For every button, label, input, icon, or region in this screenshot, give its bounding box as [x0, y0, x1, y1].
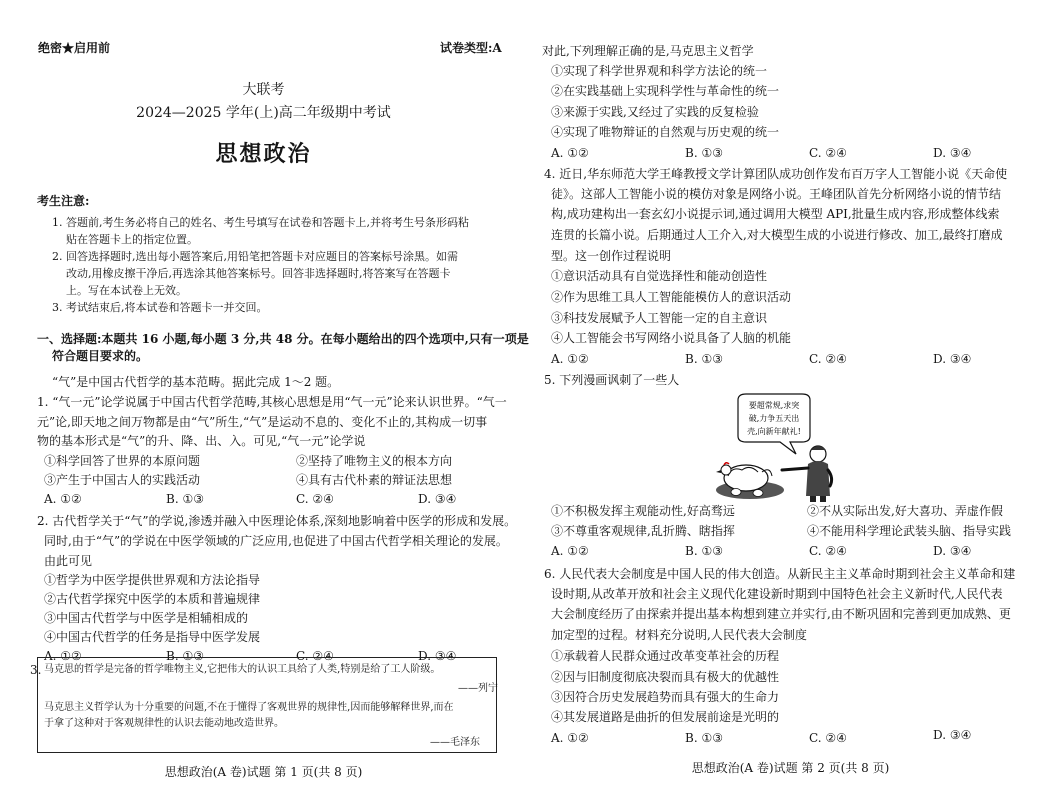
q6-answer-d: D. ③④	[933, 728, 972, 742]
q4-answer-b: B. ①③	[685, 352, 723, 366]
q2-stem: 2. 古代哲学关于“气”的学说,渗透并融入中医理论体系,深刻地影响着中医学的形成和发展。	[37, 514, 517, 528]
q4-stem: 4. 近日,华东师范大学王峰教授文学计算团队成功创作发布百万字人工智能小说《天命使	[544, 167, 1008, 181]
q4-stem: 连贯的长篇小说。后期通过人工介入,对大模型生成的小说进行修改、加工,最终打磨成	[551, 228, 1003, 242]
q5-answer-a: A. ①②	[551, 544, 589, 558]
q3-answer-b: B. ①③	[685, 146, 723, 160]
q6-option: ④其发展道路是曲折的但发展前途是光明的	[551, 710, 780, 724]
bubble-line-3: 壳,向新年献礼!	[747, 427, 801, 436]
q2-answer-b: B. ①③	[166, 649, 204, 663]
q4-option: ①意识活动具有自觉选择性和能动创造性	[551, 269, 768, 283]
notice-1b: 贴在答题卡上的指定位置。	[66, 233, 198, 246]
q3-source-mao: ——毛泽东	[430, 737, 480, 748]
q2-stem: 同时,由于“气”的学说在中医学领域的广泛应用,也促进了中国古代哲学相关理论的发展。	[44, 534, 508, 548]
q2-option: ④中国古代哲学的任务是指导中医学发展	[44, 630, 261, 644]
q3-source-lenin: ——列宁	[458, 683, 498, 694]
q6-answer-b: B. ①③	[685, 731, 723, 745]
q1-stem: 元”论,即天地之间万物都是由“气”所生,“气”是运动不息的、变化不止的,其构成一切事	[37, 415, 488, 429]
q2-option: ①哲学为中医学提供世界观和方法论指导	[44, 573, 261, 587]
q3-answer-d: D. ③④	[933, 146, 972, 160]
q5-stem: 5. 下列漫画讽刺了一些人	[544, 373, 680, 387]
notice-3: 3. 考试结束后,将本试卷和答题卡一并交回。	[52, 301, 268, 314]
q6-option: ①承载着人民群众通过改革变革社会的历程	[551, 649, 780, 663]
q6-answer-c: C. ②④	[809, 731, 847, 745]
q3-number: 3.	[30, 663, 42, 677]
q1-option: ④具有古代朴素的辩证法思想	[296, 473, 453, 487]
page-title: 思想政治	[215, 141, 312, 167]
q5-cartoon	[710, 392, 840, 504]
q5-option: ③不尊重客观规律,乱折腾、瞎指挥	[551, 524, 735, 538]
exam-title: 2024—2025 学年(上)高二年级期中考试	[136, 105, 391, 121]
notice-2b: 改动,用橡皮擦干净后,再选涂其他答案标号。回答非选择题时,将答案写在答题卡	[66, 267, 451, 280]
section-heading-cont: 符合题目要求的。	[52, 349, 149, 363]
secret-label: 绝密★启用前	[38, 41, 111, 55]
q3-option: ③来源于实践,又经过了实践的反复检验	[551, 105, 759, 119]
q3-option: ④实现了唯物辩证的自然观与历史观的统一	[551, 125, 780, 139]
q1-stem: 1. “气一元”论学说属于中国古代哲学范畴,其核心思想是用“气一元”论来认识世界。“气一	[37, 395, 507, 409]
q1-answer-a: A. ①②	[44, 492, 82, 506]
q5-answer-b: B. ①③	[685, 544, 723, 558]
q1-answer-c: C. ②④	[296, 492, 334, 506]
q4-option: ④人工智能会书写网络小说具备了人脑的机能	[551, 331, 792, 345]
q4-option: ②作为思维工具人工智能能模仿人的意识活动	[551, 290, 792, 304]
page-footer-2: 思想政治(A 卷)试题 第 2 页(共 8 页)	[691, 761, 890, 775]
q4-answer-d: D. ③④	[933, 352, 972, 366]
q6-stem: 大会制度经历了由探索并提出基本构想到建立并实行,由不断巩固和完善到更加成熟、更	[551, 607, 1011, 621]
hen-on-eggs-illustration	[716, 463, 784, 499]
q1-answer-b: B. ①③	[166, 492, 204, 506]
q2-answer-c: C. ②④	[296, 649, 334, 663]
q3-answer-c: C. ②④	[809, 146, 847, 160]
man-pointing-illustration	[782, 446, 832, 502]
group-intro: “气”是中国古代哲学的基本范畴。据此完成 1～2 题。	[52, 375, 340, 389]
q4-answer-a: A. ①②	[551, 352, 589, 366]
q6-answer-a: A. ①②	[551, 731, 589, 745]
q5-answer-c: C. ②④	[809, 544, 847, 558]
q4-stem: 徒》。这部人工智能小说的模仿对象是网络小说。王峰团队首先分析网络小说的情节结	[551, 187, 1002, 201]
q1-stem: 物的基本形式是“气”的升、降、出、入。可见,“气一元”论学说	[37, 434, 366, 448]
q4-answer-c: C. ②④	[809, 352, 847, 366]
q5-answer-d: D. ③④	[933, 544, 972, 558]
q4-stem: 型。这一创作过程说明	[551, 249, 672, 263]
q6-stem: 加定型的过程。材料充分说明,人民代表大会制度	[551, 628, 807, 642]
q2-answer-d: D. ③④	[418, 649, 457, 663]
q2-stem: 由此可见	[44, 554, 93, 568]
q3-answer-a: A. ①②	[551, 146, 589, 160]
section-heading: 一、选择题:本题共 16 小题,每小题 3 分,共 48 分。在每小题给出的四个选项中,只有一项是	[37, 332, 529, 346]
q2-option: ②古代哲学探究中医学的本质和普遍规律	[44, 592, 261, 606]
notice-2a: 2. 回答选择题时,选出每小题答案后,用铅笔把答题卡对应题目的答案标号涂黑。如需	[52, 250, 458, 263]
q6-option: ②因与旧制度彻底决裂而具有极大的优越性	[551, 670, 780, 684]
bubble-line-2: 破,力争五天出	[748, 414, 800, 423]
q1-option: ①科学回答了世界的本原问题	[44, 454, 201, 468]
q1-option: ③产生于中国古人的实践活动	[44, 473, 201, 487]
exam-org: 大联考	[242, 82, 285, 98]
q3-quote-mao-cont: 于拿了这种对于客观规律性的认识去能动地改造世界。	[44, 718, 284, 729]
page-footer-1: 思想政治(A 卷)试题 第 1 页(共 8 页)	[164, 765, 363, 779]
q6-stem: 设时期,从改革开放和社会主义现代化建设新时期到中国特色社会主义新时代,人民代表	[551, 587, 1003, 601]
notice-title: 考生注意:	[37, 194, 90, 208]
q3-quote-mao: 马克思主义哲学认为十分重要的问题,不在于懂得了客观世界的规律性,因而能够解释世界,而在	[44, 702, 454, 713]
q3-quote-lenin: 马克思的哲学是完备的哲学唯物主义,它把伟大的认识工具给了人类,特别是给了工人阶级。	[44, 664, 441, 675]
q5-option: ②不从实际出发,好大喜功、弄虚作假	[807, 504, 1003, 518]
q3-option: ②在实践基础上实现科学性与革命性的统一	[551, 84, 780, 98]
q5-option: ④不能用科学理论武装头脑、指导实践	[807, 524, 1012, 538]
q2-answer-a: A. ①②	[44, 649, 82, 663]
q6-stem: 6. 人民代表大会制度是中国人民的伟大创造。从新民主主义革命时期到社会主义革命和建	[544, 567, 1016, 581]
q3-stem-cont: 对此,下列理解正确的是,马克思主义哲学	[542, 44, 754, 58]
q3-option: ①实现了科学世界观和科学方法论的统一	[551, 64, 768, 78]
q5-option: ①不积极发挥主观能动性,好高骛远	[551, 504, 735, 518]
bubble-line-1: 要超常规,求突	[748, 401, 800, 410]
q4-option: ③科技发展赋予人工智能一定的自主意识	[551, 311, 768, 325]
q1-answer-d: D. ③④	[418, 492, 457, 506]
notice-2c: 上。写在本试卷上无效。	[66, 284, 187, 297]
q4-stem: 构,成功建构出一套玄幻小说提示词,通过调用大模型 API,批量生成内容,形成整体线索	[551, 207, 1000, 221]
paper-type: 试卷类型:A	[440, 41, 502, 55]
notice-1a: 1. 答题前,考生务必将自己的姓名、考生号填写在试卷和答题卡上,并将考生号条形码粘	[52, 216, 469, 229]
q1-option: ②坚持了唯物主义的根本方向	[296, 454, 453, 468]
q2-option: ③中国古代哲学与中医学是相辅相成的	[44, 611, 249, 625]
q6-option: ③因符合历史发展趋势而具有强大的生命力	[551, 690, 780, 704]
